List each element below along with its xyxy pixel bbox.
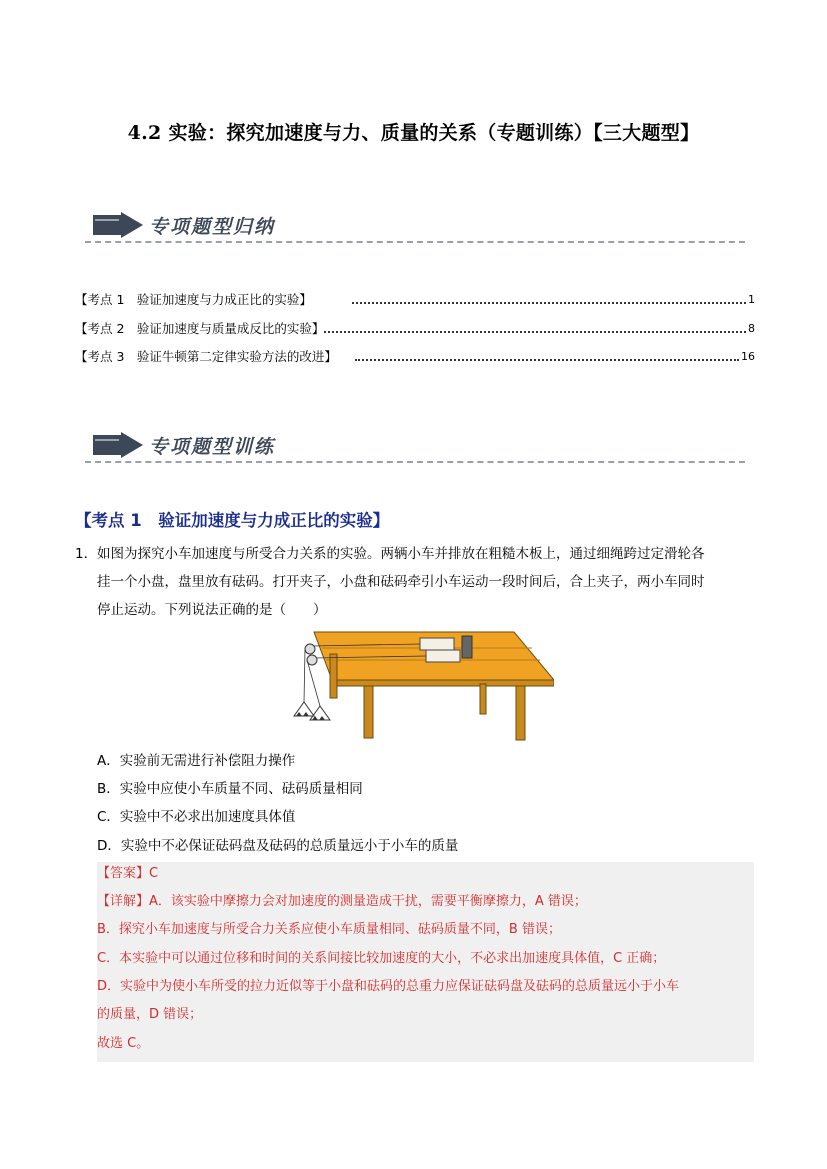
toc-leader [352,290,746,304]
section-banner-training [85,418,745,468]
arrow-icon [91,212,145,238]
banner-title: 专项题型归纳 [149,216,276,238]
section-heading: 【考点 1 验证加速度与力成正比的实验】 [75,511,390,530]
toc-page-number: 8 [748,321,755,335]
arrow-icon [91,432,145,458]
answer-detail-line-2: B．探究小车加速度与所受合力关系应使小车质量相同、砝码质量不同，B 错误； [97,922,561,937]
toc-label: 【考点 1 验证加速度与力成正比的实验】 [75,292,312,307]
option-d: D．实验中不必保证砝码盘及砝码的总质量远小于小车的质量 [97,838,459,854]
question-stem [75,540,757,624]
dashed-divider [85,241,745,243]
question-line-3: 停止运动。下列说法正确的是（ ） [97,602,327,618]
question-line-1: 如图为探究小车加速度与所受合力关系的实验。两辆小车并排放在粗糙木板上，通过细绳跨过定滑轮各 [97,546,705,562]
answer-detail-line-5: 的质量，D 错误； [97,1007,203,1022]
question-number: 1． [75,546,98,562]
answer-detail-line-3: C．本实验中可以通过位移和时间的关系间接比较加速度的大小，不必求出加速度具体值，C 正确； [97,951,666,966]
toc-page-number: 1 [748,292,755,306]
answer-detail-line-4: D．实验中为使小车所受的拉力近似等于小盘和砝码的总重力应保证砝码盘及砝码的总质量远小于小车 [97,979,680,994]
toc-entry-2[interactable] [75,318,755,338]
toc-page-number: 16 [741,349,755,363]
toc-leader [324,319,746,333]
answer-detail-line-1: 【详解】A．该实验中摩擦力会对加速度的测量造成干扰，需要平衡摩擦力，A 错误； [97,894,587,909]
toc-leader [355,347,739,361]
question-line-2: 挂一个小盘，盘里放有砝码。打开夹子，小盘和砝码牵引小车运动一段时间后，合上夹子，两小车同时 [97,574,705,590]
answer-label: 【答案】C [97,866,159,881]
experiment-figure [292,624,554,744]
page-title: 4.2 实验：探究加速度与力、质量的关系（专题训练）【三大题型】 [127,122,700,144]
section-banner-summary [85,198,745,248]
dashed-divider [85,461,745,463]
toc-entry-3[interactable] [75,346,755,366]
option-a: A．实验前无需进行补偿阻力操作 [97,753,296,769]
toc-label: 【考点 2 验证加速度与质量成反比的实验】 [75,321,325,336]
option-c: C．实验中不必求出加速度具体值 [97,809,296,825]
toc-entry-1[interactable] [75,289,755,309]
answer-conclusion: 故选 C。 [97,1036,150,1051]
option-b: B．实验中应使小车质量不同、砝码质量相同 [97,781,363,797]
toc-label: 【考点 3 验证牛顿第二定律实验方法的改进】 [75,349,337,364]
banner-title: 专项题型训练 [149,436,276,458]
